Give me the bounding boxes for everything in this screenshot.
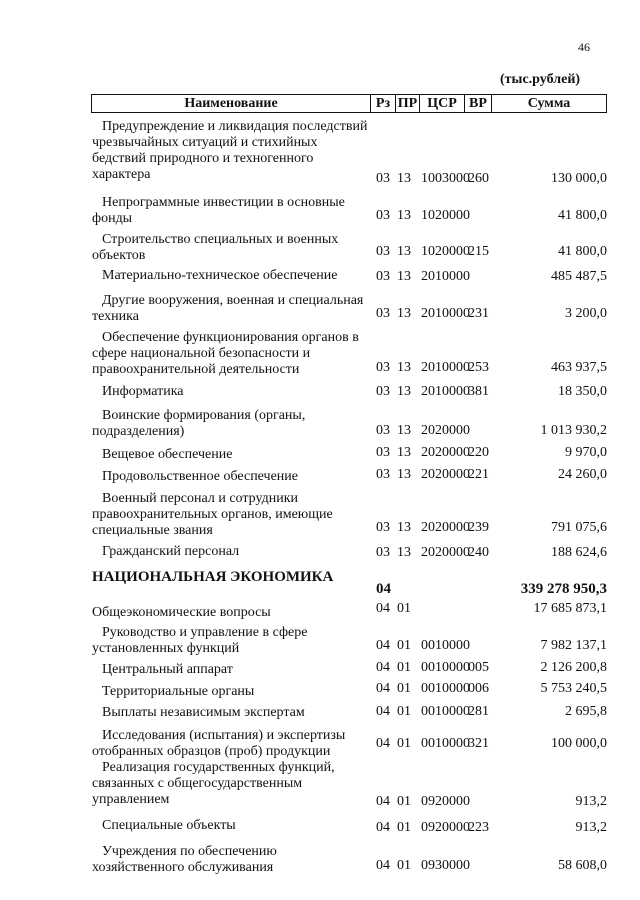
table-header <box>91 94 607 113</box>
row-name: Воинские формирования (органы, подразделения) <box>92 408 306 439</box>
row-name: Выплаты независимым экспертам <box>102 705 305 720</box>
row-vr: 321 <box>468 736 489 751</box>
row-sum: 7 982 137,1 <box>540 638 607 653</box>
table-row <box>0 226 640 262</box>
table-row <box>0 656 640 678</box>
row-csr: 0010000 <box>421 638 470 653</box>
row-sum: 791 075,6 <box>551 520 607 535</box>
row-rz: 03 <box>376 171 390 186</box>
header-pr: ПР <box>396 95 420 112</box>
row-vr: 215 <box>468 244 489 259</box>
row-csr: 2020000 <box>421 445 470 460</box>
row-pr: 13 <box>397 520 411 535</box>
row-rz: 04 <box>376 638 390 653</box>
row-pr: 01 <box>397 704 411 719</box>
header-vr: ВР <box>465 95 492 112</box>
table-row <box>0 378 640 402</box>
row-sum: 913,2 <box>575 794 607 809</box>
row-csr: 2020000 <box>421 423 470 438</box>
table-row <box>0 722 640 759</box>
row-csr: 1003000 <box>421 171 470 186</box>
row-rz: 04 <box>376 601 390 616</box>
row-vr: 005 <box>468 660 489 675</box>
row-sum: 41 800,0 <box>558 244 607 259</box>
row-rz: 03 <box>376 269 390 284</box>
row-csr: 0920000 <box>421 820 470 835</box>
row-vr: 260 <box>468 171 489 186</box>
row-csr: 2010000 <box>421 306 470 321</box>
row-csr: 0010000 <box>421 681 470 696</box>
header-csr: ЦСР <box>420 95 465 112</box>
row-rz: 03 <box>376 520 390 535</box>
page-number: 46 <box>578 40 590 54</box>
row-sum: 24 260,0 <box>558 467 607 482</box>
row-rz: 04 <box>376 794 390 809</box>
row-pr: 13 <box>397 171 411 186</box>
row-csr: 0010000 <box>421 736 470 751</box>
row-rz: 03 <box>376 244 390 259</box>
row-name: Другие вооружения, военная и специальная техника <box>92 293 364 324</box>
row-name: Предупреждение и ликвидация последствий чрезвычайных ситуаций и стихийных бедствий природного и техногенного характера <box>92 119 368 182</box>
table-row <box>0 619 640 656</box>
header-rz: Рз <box>371 95 396 112</box>
table-row <box>0 262 640 287</box>
row-vr: 006 <box>468 681 489 696</box>
units-label: (тыс.рублей) <box>500 72 581 87</box>
row-vr: 240 <box>468 545 489 560</box>
row-csr: 0920000 <box>421 794 470 809</box>
table-row <box>0 838 640 876</box>
row-sum: 130 000,0 <box>551 171 607 186</box>
row-pr: 01 <box>397 601 411 616</box>
row-pr: 01 <box>397 820 411 835</box>
table-row <box>0 754 640 812</box>
row-name: Вещевое обеспечение <box>102 447 233 462</box>
row-name: Гражданский персонал <box>102 544 240 559</box>
table-body <box>0 113 640 876</box>
row-pr: 01 <box>397 794 411 809</box>
row-vr: 381 <box>468 384 489 399</box>
row-name: Строительство специальных и военных объектов <box>92 232 339 263</box>
row-rz: 03 <box>376 384 390 399</box>
row-pr: 13 <box>397 423 411 438</box>
table-row <box>0 441 640 463</box>
row-name: Непрограммные инвестиции в основные фонды <box>92 195 345 226</box>
row-rz: 03 <box>376 445 390 460</box>
row-rz: 03 <box>376 467 390 482</box>
row-name: Информатика <box>102 384 184 399</box>
row-vr: 281 <box>468 704 489 719</box>
row-pr: 01 <box>397 858 411 873</box>
row-rz: 04 <box>376 820 390 835</box>
row-pr: 01 <box>397 736 411 751</box>
row-vr: 231 <box>468 306 489 321</box>
row-sum: 188 624,6 <box>551 545 607 560</box>
row-sum: 17 685 873,1 <box>533 601 607 616</box>
row-sum: 100 000,0 <box>551 736 607 751</box>
row-name: НАЦИОНАЛЬНАЯ ЭКОНОМИКА <box>92 569 334 585</box>
row-rz: 04 <box>376 704 390 719</box>
row-name: Обеспечение функционирования органов в сфере национальной безопасности и правоохранительной деятельности <box>92 330 359 377</box>
row-sum: 58 608,0 <box>558 858 607 873</box>
table-row <box>0 324 640 378</box>
row-sum: 41 800,0 <box>558 208 607 223</box>
row-rz: 03 <box>376 423 390 438</box>
row-csr: 2020000 <box>421 545 470 560</box>
row-name: Продовольственное обеспечение <box>102 469 298 484</box>
row-name: Учреждения по обеспечению хозяйственного обслуживания <box>92 844 277 875</box>
row-csr: 1020000 <box>421 244 470 259</box>
table-row <box>0 538 640 563</box>
row-pr: 13 <box>397 360 411 375</box>
row-name: Территориальные органы <box>102 684 255 699</box>
row-rz: 03 <box>376 208 390 223</box>
row-name: Исследования (испытания) и экспертизы отобранных образцов (проб) продукции <box>92 728 346 759</box>
row-vr: 223 <box>468 820 489 835</box>
row-csr: 2010000 <box>421 384 470 399</box>
row-csr: 1020000 <box>421 208 470 223</box>
row-pr: 13 <box>397 445 411 460</box>
row-sum: 9 970,0 <box>565 445 607 460</box>
row-pr: 13 <box>397 545 411 560</box>
row-csr: 2010000 <box>421 269 470 284</box>
row-sum: 485 487,5 <box>551 269 607 284</box>
row-csr: 2020000 <box>421 467 470 482</box>
row-name: Общеэкономические вопросы <box>92 605 271 620</box>
row-pr: 13 <box>397 467 411 482</box>
row-sum: 463 937,5 <box>551 360 607 375</box>
row-sum: 913,2 <box>575 820 607 835</box>
row-name: Специальные объекты <box>102 818 236 833</box>
table-row <box>0 599 640 619</box>
row-name: Военный персонал и сотрудники правоохранительных органов, имеющие специальные звания <box>92 491 333 538</box>
table-row <box>0 812 640 838</box>
row-rz: 04 <box>376 681 390 696</box>
row-rz: 04 <box>376 736 390 751</box>
table-row <box>0 485 640 538</box>
section-row <box>0 563 640 599</box>
row-rz: 03 <box>376 545 390 560</box>
row-csr: 2020000 <box>421 520 470 535</box>
table-row <box>0 113 640 189</box>
row-sum: 5 753 240,5 <box>540 681 607 696</box>
row-sum: 2 126 200,8 <box>540 660 607 675</box>
table-row <box>0 402 640 441</box>
row-csr: 2010000 <box>421 360 470 375</box>
row-sum: 1 013 930,2 <box>540 423 607 438</box>
row-rz: 04 <box>376 581 391 597</box>
row-vr: 221 <box>468 467 489 482</box>
table-row <box>0 678 640 699</box>
row-rz: 04 <box>376 858 390 873</box>
table-row <box>0 463 640 485</box>
row-csr: 0010000 <box>421 660 470 675</box>
row-pr: 13 <box>397 306 411 321</box>
row-pr: 13 <box>397 244 411 259</box>
row-sum: 3 200,0 <box>565 306 607 321</box>
header-name: Наименование <box>92 95 371 112</box>
row-csr: 0010000 <box>421 704 470 719</box>
table-row <box>0 699 640 722</box>
row-rz: 03 <box>376 360 390 375</box>
row-vr: 253 <box>468 360 489 375</box>
table-row <box>0 287 640 324</box>
row-vr: 220 <box>468 445 489 460</box>
row-rz: 03 <box>376 306 390 321</box>
row-name: Руководство и управление в сфере установленных функций <box>92 625 308 656</box>
row-pr: 13 <box>397 208 411 223</box>
row-name: Материально-техническое обеспечение <box>102 268 338 283</box>
row-name: Центральный аппарат <box>102 662 233 677</box>
row-pr: 01 <box>397 638 411 653</box>
row-pr: 13 <box>397 384 411 399</box>
row-vr: 239 <box>468 520 489 535</box>
row-pr: 01 <box>397 660 411 675</box>
row-sum: 18 350,0 <box>558 384 607 399</box>
row-name: Реализация государственных функций, связанных с общегосударственным управлением <box>92 760 335 807</box>
row-csr: 0930000 <box>421 858 470 873</box>
row-pr: 13 <box>397 269 411 284</box>
row-pr: 01 <box>397 681 411 696</box>
row-sum: 2 695,8 <box>565 704 607 719</box>
table-row <box>0 189 640 226</box>
row-sum: 339 278 950,3 <box>520 581 607 597</box>
row-rz: 04 <box>376 660 390 675</box>
header-sum: Сумма <box>527 96 571 111</box>
